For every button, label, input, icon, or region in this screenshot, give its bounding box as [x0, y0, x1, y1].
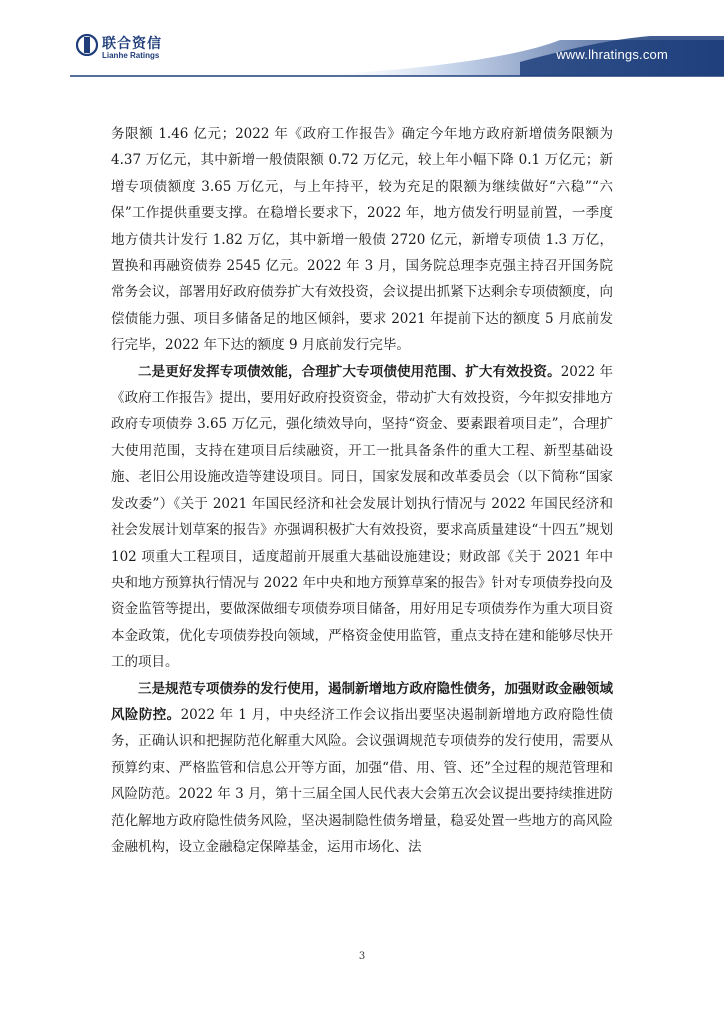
- brand-name-en: Lianhe Ratings: [102, 51, 160, 60]
- page-number: 3: [358, 951, 366, 962]
- paragraph-text: 2022 年 1 月，中央经济工作会议指出要坚决遏制新增地方政府隐性债务，正确认识和把握防范化解重大风险。会议强调规范专项债券的发行使用，需要从预算约束、严格监管和信息公开等方面，加强“借、用、管、还”全过程的规范管理和风险防范。2022 年 3 月，第十三届全国人民代表大会第五次会议提出要持续推进防范化解地方政府隐性债务风险，坚决遏制隐性债务增量，稳妥处置一些地方的高风险金融机构，设立金融稳定保障基金，运用市场化、法: [111, 706, 614, 855]
- brand-name-cn: 联合资信: [102, 36, 162, 52]
- lianhe-logo-icon: [76, 34, 98, 56]
- document-body: [111, 121, 613, 860]
- paragraph-risk-control: [111, 676, 613, 861]
- paragraph-heading: 三是规范专项债券的发行使用，遏制新增地方政府隐性债务，加强财政金融领域风险防控。: [111, 680, 613, 723]
- paragraph-debt-limits: 务限额 1.46 亿元；2022 年《政府工作报告》确定今年地方政府新增债务限额为 4.37 万亿元，其中新增一般债限额 0.72 万亿元，较上年小幅下降 0.1 万亿元；新增专项债额度 3.65 万亿元，与上年持平，较为充足的限额为继续做好“六稳”“六保”工作提供重要支撑。在稳增长要求下，2022 年，地方债发行明显前置，一季度地方债共计发行 1.82 万亿，其中新增一般债 2720 亿元，新增专项债 1.3 万亿，置换和再融资债券 2545 亿元。2022 年 3 月，国务院总理李克强主持召开国务院常务会议，部署用好政府债券扩大有效投资，会议提出抓紧下达剩余专项债额度，向偿债能力强、项目多储备足的地区倾斜，要求 2021 年提前下达的额度 5 月底前发行完毕，2022 年下达的额度 9 月底前发行完毕。: [111, 126, 613, 354]
- paragraph-special-bonds: [111, 359, 613, 676]
- website-url[interactable]: www.lhratings.com: [556, 47, 668, 62]
- page-header: [0, 0, 724, 80]
- paragraph-text: 2022 年《政府工作报告》提出，要用好政府投资资金，带动扩大有效投资，今年拟安排地方政府专项债券 3.65 万亿元，强化绩效导向，坚持“资金、要素跟着项目走”，合理扩大使用范围，支持在建项目后续融资，开工一批具备条件的重大工程、新型基础设施、老旧公用设施改造等建设项目。同日，国家发展和改革委员会（以下简称“国家发改委”）《关于 2021 年国民经济和社会发展计划执行情况与 2022 年国民经济和社会发展计划草案的报告》亦强调积极扩大有效投资，要求高质量建设“十四五”规划 102 项重大工程项目，适度超前开展重大基础设施建设；财政部《关于 2021 年中央和地方预算执行情况与 2022 年中央和地方预算草案的报告》针对专项债券投向及资金监管等提出，要做深做细专项债券项目储备，用好用足专项债券作为重大项目资本金政策，优化专项债券投向领域，严格资金使用监管，重点支持在建和能够尽快开工的项目。: [111, 363, 614, 671]
- paragraph-heading: 二是更好发挥专项债效能，合理扩大专项债使用范围、扩大有效投资。: [138, 363, 561, 380]
